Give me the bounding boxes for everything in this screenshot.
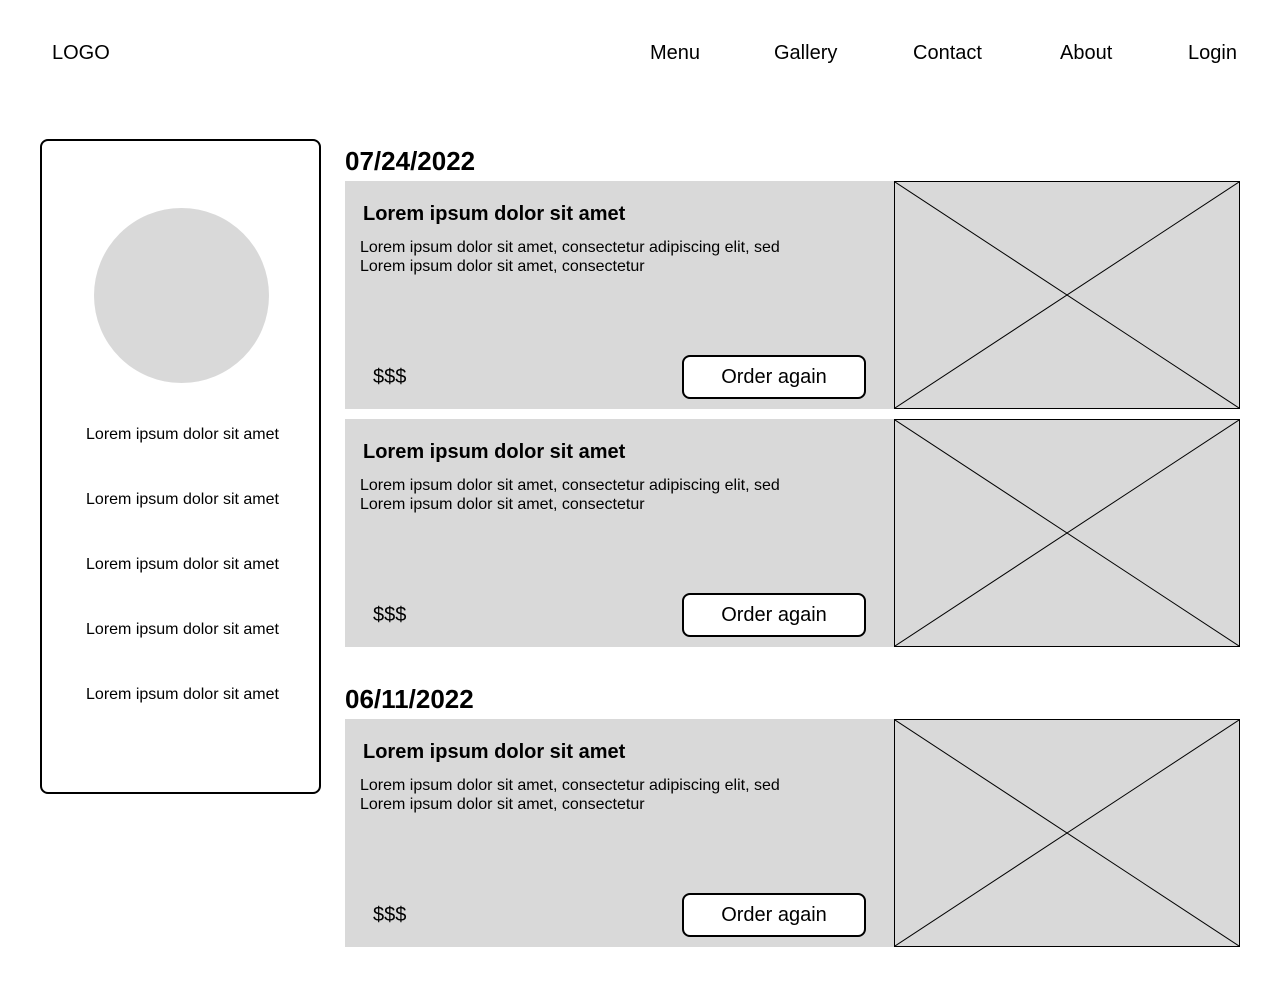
item-description-line: Lorem ipsum dolor sit amet, consectetur adipiscing elit, sed [360,239,780,256]
order-card [345,181,1240,409]
item-description [360,476,880,514]
sidebar-link[interactable]: Lorem ipsum dolor sit amet [86,621,279,638]
item-description [360,238,880,276]
nav-login[interactable]: Login [1188,42,1237,64]
item-description-line: Lorem ipsum dolor sit amet, consectetur adipiscing elit, sed [360,477,780,494]
nav-gallery[interactable]: Gallery [774,42,838,64]
avatar [94,208,269,383]
nav-menu[interactable]: Menu [650,42,701,64]
order-date: 07/24/2022 [345,146,476,176]
item-price: $$$ [373,604,407,626]
item-description-line: Lorem ipsum dolor sit amet, consectetur [360,496,645,513]
profile-sidebar [40,139,321,794]
sidebar-link[interactable]: Lorem ipsum dolor sit amet [86,556,279,573]
image-placeholder-icon [894,719,1240,947]
order-card [345,419,1240,647]
order-again-button[interactable]: Order again [682,593,866,637]
item-title: Lorem ipsum dolor sit amet [363,741,626,763]
order-again-button[interactable]: Order again [682,355,866,399]
order-date: 06/11/2022 [345,684,474,714]
logo[interactable]: LOGO [52,42,110,64]
order-again-button[interactable]: Order again [682,893,866,937]
sidebar-link[interactable]: Lorem ipsum dolor sit amet [86,426,279,443]
item-title: Lorem ipsum dolor sit amet [363,441,626,463]
image-placeholder-icon [894,419,1240,647]
item-title: Lorem ipsum dolor sit amet [363,203,626,225]
nav-contact[interactable]: Contact [913,42,982,64]
item-description-line: Lorem ipsum dolor sit amet, consectetur [360,258,645,275]
sidebar-link[interactable]: Lorem ipsum dolor sit amet [86,491,279,508]
image-placeholder-icon [894,181,1240,409]
item-price: $$$ [373,366,407,388]
sidebar-link[interactable]: Lorem ipsum dolor sit amet [86,686,279,703]
item-description-line: Lorem ipsum dolor sit amet, consectetur adipiscing elit, sed [360,777,780,794]
nav-about[interactable]: About [1060,42,1113,64]
item-description-line: Lorem ipsum dolor sit amet, consectetur [360,796,645,813]
item-description [360,776,880,814]
item-price: $$$ [373,904,407,926]
order-card [345,719,1240,947]
